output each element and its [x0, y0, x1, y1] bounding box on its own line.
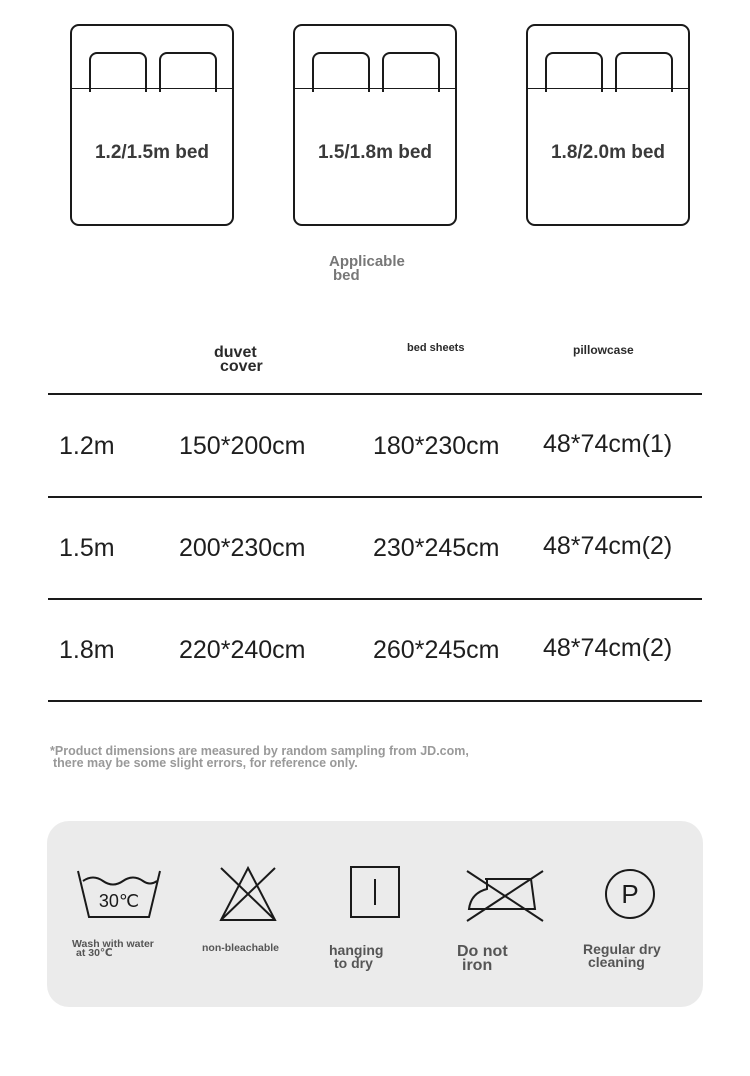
cell-size: 1.8m	[59, 636, 115, 664]
table-rule-top	[48, 393, 702, 395]
hang-label-line2: to dry	[334, 955, 373, 971]
iron-label	[457, 945, 508, 973]
wash-label-line1: Wash with water	[72, 938, 154, 950]
wash-temp-label: 30℃	[98, 891, 140, 911]
no-iron-icon	[465, 869, 545, 925]
cell-sheets: 180*230cm	[373, 432, 500, 460]
sheet-fold-line	[295, 88, 455, 89]
dry-clean-icon	[603, 867, 657, 921]
sheet-fold-line	[72, 88, 232, 89]
cell-size: 1.5m	[59, 534, 115, 562]
bed-diagram-1	[70, 24, 234, 226]
header-duvet-line2: cover	[220, 358, 263, 375]
cell-duvet: 220*240cm	[179, 636, 306, 664]
header-duvet-line1: duvet	[214, 344, 257, 361]
caption-line2: bed	[333, 267, 360, 284]
hang-label-line1: hanging	[329, 942, 384, 958]
sheet-fold-line	[528, 88, 688, 89]
applicable-bed-caption	[329, 255, 405, 283]
cell-duvet: 200*230cm	[179, 534, 306, 562]
wash-label-line2: at 30℃	[76, 947, 113, 959]
header-bed-sheets: bed sheets	[407, 342, 465, 354]
iron-label-line1: Do not	[457, 943, 508, 960]
dry-label-line1: Regular dry	[583, 941, 661, 957]
cell-duvet: 150*200cm	[179, 432, 306, 460]
table-rule-bottom	[48, 700, 702, 702]
disclaimer-line1: *Product dimensions are measured by random sampling from JD.com,	[50, 744, 469, 758]
table-rule	[48, 496, 702, 498]
cell-pillow: 48*74cm(2)	[543, 634, 673, 662]
dry-label	[583, 943, 661, 969]
table-rule	[48, 598, 702, 600]
bed-diagram-2	[293, 24, 457, 226]
bleach-label: non-bleachable	[202, 942, 280, 954]
pillow-icon	[615, 52, 673, 92]
cell-size: 1.2m	[59, 432, 115, 460]
hang-dry-icon	[349, 865, 401, 921]
no-bleach-icon	[217, 864, 279, 924]
disclaimer-line2: there may be some slight errors, for reference only.	[53, 756, 358, 770]
bed-diagram-3	[526, 24, 690, 226]
care-instructions-panel	[47, 821, 703, 1007]
iron-label-line2: iron	[462, 957, 493, 974]
header-pillowcase: pillowcase	[573, 343, 634, 357]
pillow-icon	[382, 52, 440, 92]
caption-line1: Applicable	[329, 253, 405, 270]
bed-label: 1.8/2.0m bed	[550, 142, 666, 163]
cell-sheets: 260*245cm	[373, 636, 500, 664]
wash-tub-icon	[75, 865, 163, 925]
pillow-icon	[545, 52, 603, 92]
bed-label: 1.5/1.8m bed	[317, 142, 433, 163]
disclaimer-note	[50, 745, 469, 769]
header-duvet-cover	[214, 346, 263, 374]
dry-clean-symbol: P	[621, 879, 639, 909]
dry-label-line2: cleaning	[588, 954, 645, 970]
cell-sheets: 230*245cm	[373, 534, 500, 562]
hang-label	[329, 944, 383, 970]
cell-pillow: 48*74cm(1)	[543, 430, 673, 458]
pillow-icon	[159, 52, 217, 92]
pillow-icon	[89, 52, 147, 92]
pillow-icon	[312, 52, 370, 92]
cell-pillow: 48*74cm(2)	[543, 532, 673, 560]
wash-label	[72, 940, 154, 958]
bed-label: 1.2/1.5m bed	[94, 142, 210, 163]
